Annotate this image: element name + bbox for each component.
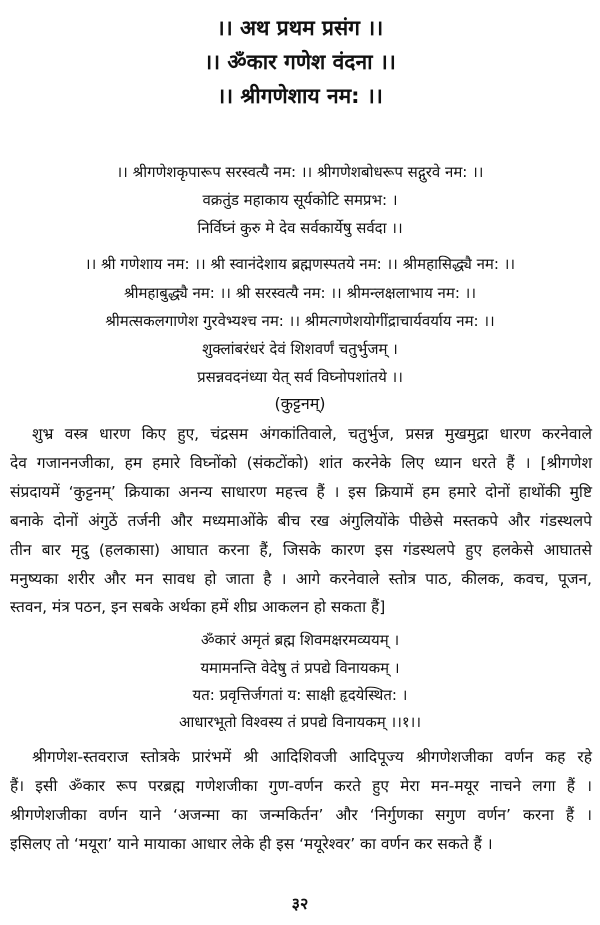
paragraph-line: श्रीगणेश-स्तवराज स्तोत्रके प्रारंभमें श्री आदिशिवजी आदिपूज्य श्रीगणेशजीका वर्णन कह रहे: [32, 748, 592, 766]
heading-1: ।। अथ प्रथम प्रसंग ।।: [216, 16, 384, 40]
mantra-line: वक्रतुंड महाकाय सूर्यकोटि समप्रभ: ।: [202, 191, 398, 209]
paragraph-line: मनुष्यका शरीर और मन सावध हो जाता है । आगे करनेवाले स्तोत्र पाठ, कीलक, कवच, पूजन,: [10, 570, 592, 588]
paragraph-line: देव गजाननजीका, हम हमारे विघ्नोंको (संकटोंको) शांत करनेके लिए ध्यान धरते हैं । [श्रीगणेश: [10, 454, 592, 472]
paragraph-line: इसिलए तो ‘मयूरा’ याने मायाका आधार लेके ही इस ‘मयूरेश्वर’ का वर्णन कर सकते हैं ।: [10, 835, 493, 853]
paragraph-line: हैं। इसी ॐकार रूप परब्रह्म गणेशजीका गुण-वर्णन करते हुए मेरा मन-मयूर नाचने लगा हैं ।: [10, 777, 592, 795]
heading-2: ।। ॐकार गणेश वंदना ।।: [204, 50, 396, 74]
subheading: (कुट्टनम्): [274, 394, 326, 413]
page-number: ३२: [291, 894, 309, 913]
mantra-line: शुक्लांबरंधरं देवं शिशवर्णं चतुर्भुजम् ।: [202, 340, 398, 358]
shloka-line: आधारभूतो विश्वस्य तं प्रपद्ये विनायकम् ।।१।।: [178, 713, 422, 731]
shloka-line: ॐकारं अमृतं ब्रह्म शिवमक्षरमव्ययम् ।: [200, 631, 400, 649]
mantra-line: निर्विघ्नं कुरु मे देव सर्वकार्येषु सर्वदा ।।: [197, 219, 403, 237]
mantra-line: ।। श्रीगणेशकृपारूप सरस्वत्यै नम: ।। श्रीगणेशबोधरूप सद्गुरवे नम: ।।: [116, 163, 484, 181]
heading-3: ।। श्रीगणेशाय नम: ।।: [217, 84, 383, 108]
paragraph-line: संप्रदायमें ‘कुट्टनम्’ क्रियाका अनन्य साधारण महत्त्व हैं । इस क्रियामें हम हमारे दोनों हाथोंकी मुष्टि: [10, 483, 592, 501]
mantra-line: श्रीमहाबुद्ध्यै नम: ।। श्री सरस्वत्यै नम: ।। श्रीमन्लक्षलाभाय नम: ।।: [123, 284, 477, 302]
mantra-line: श्रीमत्सकलगाणेश गुरवेभ्यश्च नम: ।। श्रीमत्गणेशयोगींद्राचार्यवर्याय नम: ।।: [105, 312, 495, 330]
mantra-line: प्रसन्नवदनंध्या येत् सर्व विघ्नोपशांतये ।।: [197, 368, 403, 386]
paragraph-line: श्रीगणेशजीका वर्णन याने ‘अजन्मा का जन्मकिर्तन’ और ‘निर्गुणका सगुण वर्णन’ करना हैं ।: [10, 806, 592, 824]
shloka-line: यमामनन्ति वेदेषु तं प्रपद्ये विनायकम् ।: [200, 659, 400, 677]
paragraph-line: स्तवन, मंत्र पठन, इन सबके अर्थका हमें शीघ्र आकलन हो सकता हैं]: [10, 598, 386, 616]
paragraph-line: शुभ्र वस्त्र धारण किए हुए, चंद्रसम अंगकांतिवाले, चतुर्भुज, प्रसन्न मुखमुद्रा धारण करनेवाले: [32, 425, 592, 443]
paragraph-line: तीन बार मृदु (हलकासा) आघात करना हैं, जिसके कारण इस गंडस्थलपे हुए हलकेसे आघातसे: [10, 541, 592, 559]
mantra-line: ।। श्री गणेशाय नम: ।। श्री स्वानंदेशाय ब्रह्मणस्पतये नम: ।। श्रीमहासिद्ध्यै नम: ।।: [84, 255, 516, 273]
shloka-line: यत: प्रवृत्तिर्जगतां य: साक्षी हृदयेस्थित: ।: [192, 686, 408, 704]
paragraph-line: बनाके दोनों अंगुठें तर्जनी और मध्यमाओंके बीच रख अंगुलियोंके पीछेसे मस्तकपे और गंडस्थलपे: [10, 512, 592, 530]
